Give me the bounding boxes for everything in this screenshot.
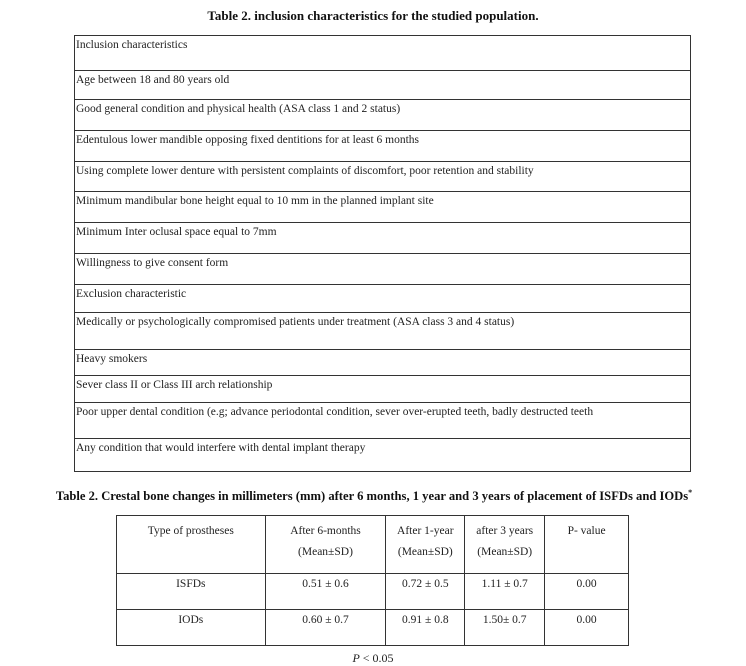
table1-cell: Any condition that would interfere with dental implant therapy	[75, 439, 691, 472]
table1-cell: Good general condition and physical health (ASA class 1 and 2 status)	[75, 100, 691, 131]
table2-header-cell	[117, 516, 266, 574]
table1-row	[75, 71, 691, 100]
table2-cell: 0.00	[545, 610, 629, 646]
table2-cell: IODs	[117, 610, 266, 646]
table2-header-line2: (Mean±SD)	[477, 546, 533, 558]
table1-row	[75, 350, 691, 376]
table1-row	[75, 376, 691, 403]
table1-caption: Table 2. inclusion characteristics for the studied population.	[207, 8, 539, 23]
table2-header-line1: P- value	[567, 525, 606, 537]
table2-caption-footnote-mark: *	[688, 488, 693, 497]
table1-cell: Inclusion characteristics	[75, 36, 691, 71]
table1-cell: Edentulous lower mandible opposing fixed dentitions for at least 6 months	[75, 131, 691, 162]
table2-cell: 0.51 ± 0.6	[265, 574, 386, 610]
table1-row	[75, 403, 691, 439]
table2-cell: 1.11 ± 0.7	[465, 574, 545, 610]
table1-row	[75, 36, 691, 71]
table1-row	[75, 285, 691, 313]
table2-cell: 0.91 ± 0.8	[386, 610, 465, 646]
table1-row	[75, 131, 691, 162]
inclusion-table	[74, 35, 691, 472]
table1-cell: Minimum mandibular bone height equal to 10 mm in the planned implant site	[75, 192, 691, 223]
table1-cell: Sever class II or Class III arch relationship	[75, 376, 691, 403]
table2-cell: 0.60 ± 0.7	[265, 610, 386, 646]
table2-cell: ISFDs	[117, 574, 266, 610]
table2-cell: 0.72 ± 0.5	[386, 574, 465, 610]
table2-header-line1: Type of prostheses	[147, 525, 234, 537]
p-symbol: P	[352, 651, 360, 665]
table2-header-line1: After 6-months	[290, 525, 361, 537]
table1-cell: Using complete lower denture with persistent complaints of discomfort, poor retention and stability	[75, 162, 691, 192]
table2-row	[117, 610, 629, 646]
table2-header-line1: After 1-year	[397, 525, 454, 537]
table1-cell: Willingness to give consent form	[75, 254, 691, 285]
table2-header-line1: after 3 years	[476, 525, 534, 537]
table2-header-cell	[465, 516, 545, 574]
table1-cell: Minimum Inter oclusal space equal to 7mm	[75, 223, 691, 254]
table2-cell: 0.00	[545, 574, 629, 610]
table1-row	[75, 100, 691, 131]
table1-cell: Poor upper dental condition (e.g; advance periodontal condition, sever over-erupted teeth, badly destructed teeth	[75, 403, 691, 439]
table2-cell: 1.50± 0.7	[465, 610, 545, 646]
table1-row	[75, 162, 691, 192]
table1-row	[75, 439, 691, 472]
table2-header-line2: (Mean±SD)	[298, 546, 353, 558]
table2-caption	[4, 488, 744, 504]
table1-row	[75, 223, 691, 254]
table1-row	[75, 192, 691, 223]
table2-caption-text: Table 2. Crestal bone changes in millimeters (mm) after 6 months, 1 year and 3 years of placement of ISFDs and IODs	[55, 489, 689, 504]
table1-row	[75, 254, 691, 285]
table2-header-line2: (Mean±SD)	[397, 546, 453, 558]
table2-row	[117, 574, 629, 610]
table2-header-cell	[386, 516, 465, 574]
p-threshold: < 0.05	[359, 651, 394, 665]
table1-cell: Exclusion characteristic	[75, 285, 691, 313]
table2-header-cell	[545, 516, 629, 574]
table1-cell: Heavy smokers	[75, 350, 691, 376]
table1-cell: Medically or psychologically compromised patients under treatment (ASA class 3 and 4 status)	[75, 313, 691, 350]
table1-cell: Age between 18 and 80 years old	[75, 71, 691, 100]
table2-header-cell	[265, 516, 386, 574]
crestal-bone-table	[116, 515, 629, 646]
table1-row	[75, 313, 691, 350]
